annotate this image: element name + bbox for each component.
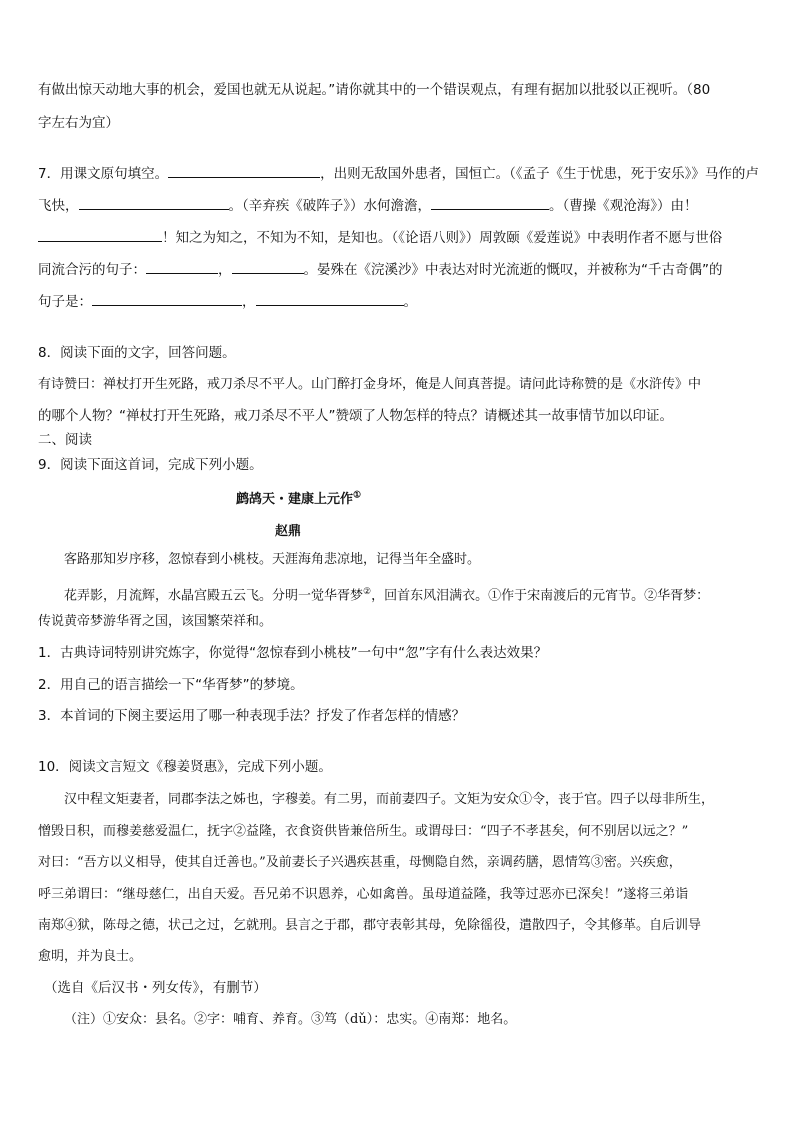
q7-text: 。晏殊在《浣溪沙》中表达对时光流逝的慨叹，并被称为“千古奇偶”的 bbox=[303, 262, 723, 278]
section-heading-reading: 二、阅读 bbox=[38, 432, 92, 448]
intro-line-2: 字左右为宜） bbox=[38, 115, 119, 131]
footnote-marker: ① bbox=[353, 490, 362, 501]
q7-line-3 bbox=[38, 228, 722, 248]
classical-text-line-4: 呼三弟谓曰：“继母慈仁，出自天爱。吾兄弟不识恩养，心如禽兽。虽母道益隆，我等过恶亦已深矣！”遂将三弟诣 bbox=[38, 887, 689, 902]
annotations: （注）①安众：县名。②字：哺育、养育。③笃（dǔ）：忠实。④南郑：地名。 bbox=[64, 1012, 517, 1027]
answer-blank[interactable] bbox=[79, 196, 229, 210]
q10-title: 10．阅读文言短文《穆姜贤惠》，完成下列小题。 bbox=[38, 759, 332, 775]
classical-text-line-5: 南郑④狱，陈母之德，状己之过，乞就刑。县言之于郡，郡守表彰其母，免除徭役，遣散四子，令其修革。自后训导 bbox=[38, 918, 702, 933]
answer-blank[interactable] bbox=[232, 260, 304, 274]
q7-text: 。（辛弃疾《破阵子》）水何澹澹， bbox=[228, 198, 431, 214]
answer-blank[interactable] bbox=[168, 164, 320, 178]
classical-text-line-3: 对曰：“吾方以义相导，使其自迁善也。”及前妻长子兴遇疾甚重，母恻隐自然，亲调药膳，恩情笃③密。兴疾愈， bbox=[38, 855, 682, 870]
classical-text-line-1: 汉中程文矩妻者，同郡李法之姊也，字穆姜。有二男，而前妻四子。文矩为安众①令，丧于官。四子以母非所生， bbox=[64, 792, 715, 807]
poem-verse-1: 客路那知岁序移，忽惊春到小桃枝。天涯海角悲凉地，记得当年全盛时。 bbox=[64, 552, 481, 567]
poem-author: 赵鼎 bbox=[275, 524, 302, 539]
source-citation: （选自《后汉书・列女传》，有删节） bbox=[44, 980, 267, 996]
q7-text: 。（曹操《观沧海》）由！ bbox=[549, 198, 698, 214]
q9-sub-2: 2．用自己的语言描绘一下“华胥梦”的梦境。 bbox=[38, 677, 304, 693]
q7-text: 飞快， bbox=[38, 198, 79, 214]
q8-text-line-2: 的哪个人物？“禅杖打开生死路，戒刀杀尽不平人”赞颂了人物怎样的特点？请概述其一故事情节加以印证。 bbox=[38, 408, 673, 424]
answer-blank[interactable] bbox=[256, 292, 404, 306]
q7-text: 同流合污的句子： bbox=[38, 262, 146, 278]
q7-label: 7．用课文原句填空。 bbox=[38, 166, 169, 182]
q7-line-2 bbox=[38, 196, 698, 216]
q7-text: ， bbox=[242, 294, 256, 310]
q7-text: 。 bbox=[403, 294, 417, 310]
intro-line-1: 有做出惊天动地大事的机会，爱国也就无从说起。”请你就其中的一个错误观点，有理有据加以批驳以正视听。（80 bbox=[38, 82, 711, 98]
q9-title: 9．阅读下面这首词，完成下列小题。 bbox=[38, 457, 263, 473]
poem-title bbox=[236, 488, 361, 507]
q9-sub-3: 3．本首词的下阕主要运用了哪一种表现手法？抒发了作者怎样的情感？ bbox=[38, 708, 466, 724]
q9-sub-1: 1．古典诗词特别讲究炼字，你觉得“忽惊春到小桃枝”一句中“忽”字有什么表达效果？ bbox=[38, 645, 548, 661]
q7-line-1 bbox=[38, 164, 759, 184]
q7-text: ！知之为知之，不知为不知，是知也。（《论语八则》）周敦颐《爱莲说》中表明作者不愿与世俗 bbox=[162, 230, 723, 246]
q7-line-4 bbox=[38, 260, 723, 280]
answer-blank[interactable] bbox=[431, 196, 549, 210]
poem-text: ，回首东风泪满衣。①作于宋南渡后的元宵节。②华胥梦： bbox=[371, 588, 710, 604]
poem-verse-3: 传说黄帝梦游华胥之国，该国繁荣祥和。 bbox=[38, 614, 273, 629]
q7-text: ，出则无敌国外患者，国恒亡。（《孟子《生于忧患，死于安乐》》马作的卢 bbox=[320, 166, 759, 182]
poem-title-text: 鹧鸪天・建康上元作 bbox=[236, 492, 354, 507]
classical-text-line-2: 憎毁日积，而穆姜慈爱温仁，抚字②益隆，衣食资供皆兼倍所生。或谓母曰：“四子不孝甚矣，何不别居以远之？” bbox=[38, 824, 689, 839]
answer-blank[interactable] bbox=[146, 260, 218, 274]
answer-blank[interactable] bbox=[38, 228, 162, 242]
q8-text-line-1: 有诗赞曰：禅杖打开生死路，戒刀杀尽不平人。山门醉打金身坏，俺是人间真菩提。请问此诗称赞的是《水浒传》中 bbox=[38, 377, 702, 392]
q7-text: 句子是： bbox=[38, 294, 92, 310]
footnote-marker: ② bbox=[363, 587, 372, 597]
poem-text: 花弄影，月流辉，水晶宫殿五云飞。分明一觉华胥梦 bbox=[64, 588, 364, 604]
poem-verse-2 bbox=[64, 582, 709, 606]
classical-text-line-6: 愈明，并为良士。 bbox=[38, 949, 143, 964]
q7-text: ， bbox=[218, 262, 232, 278]
q8-title: 8．阅读下面的文字，回答问题。 bbox=[38, 345, 236, 361]
q7-line-5 bbox=[38, 292, 417, 312]
answer-blank[interactable] bbox=[92, 292, 242, 306]
